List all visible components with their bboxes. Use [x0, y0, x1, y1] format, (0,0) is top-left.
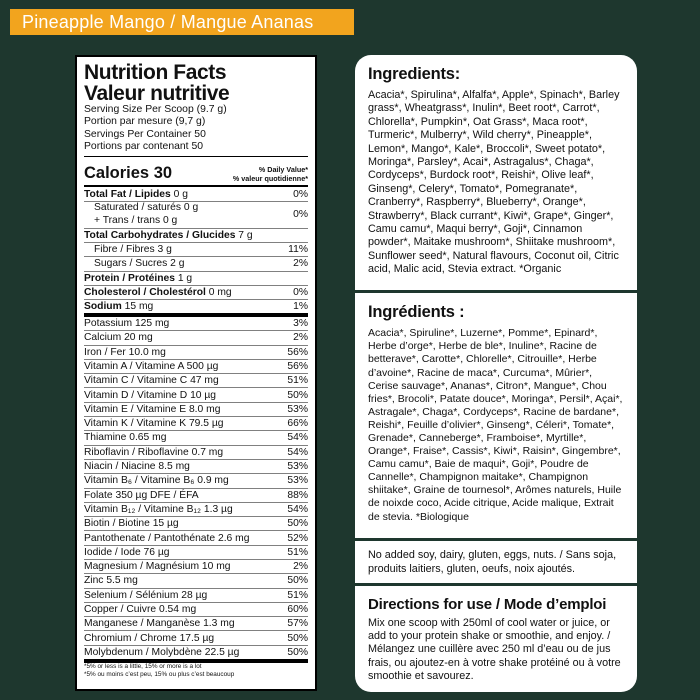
- nutrient-row: [84, 474, 308, 487]
- nutrient-row: [84, 317, 308, 330]
- nutrient-row: [84, 646, 308, 659]
- calories-value: Calories 30: [84, 164, 173, 183]
- daily-value-percent: 51%: [287, 589, 308, 601]
- daily-value-percent: 57%: [287, 618, 308, 630]
- daily-value-percent: 11%: [288, 244, 308, 256]
- nutrient-label: Vitamin E / Vitamine E 8.0 mg: [84, 403, 221, 415]
- nutrient-label: Magnesium / Magnésium 10 mg: [84, 561, 231, 573]
- daily-value-percent: 1%: [293, 301, 308, 313]
- daily-value-percent: 2%: [293, 561, 308, 573]
- nutrient-label: Cholesterol / Cholestérol 0 mg: [84, 287, 232, 298]
- nutrition-title-en: Nutrition Facts: [84, 61, 227, 84]
- daily-value-percent: 66%: [287, 418, 308, 430]
- nutrient-table: [84, 187, 308, 662]
- daily-value-percent: 53%: [287, 475, 308, 487]
- nutrient-row: [84, 202, 308, 228]
- nutrient-row: [84, 360, 308, 373]
- nutrient-row: [84, 331, 308, 344]
- ingredients-fr-body: Acacia*, Spiruline*, Luzerne*, Pomme*, Epinard*, Herbe d’orge*, Herbe de ble*, Inuline*, Racine de betterave*, Carotte*, Chlorelle*, Citrouille*, Herbe d’avoine*, Racine de maca*, Curcuma*, Mûrier*, Cerise sauvage*, Ananas*, Citron*, Mangue*, Chou fries*, Brocoli*, Patate douce*, Moringa*, Persil*, Açai*, Astragale*, Chaga*, Cordyceps*, Racine de bardane*, Reishi*, Feuille d’olivier*, Ginseng*, Céleri*, Tomate*, Grenade*, Canneberge*, Framboise*, Myrtille*, Orange*, Fraise*, Cassis*, Kiwi*, Raisin*, Gingembre*, Camu camu*, Baie de maqui*, Goji*, Poudre de Cannelle*, Champignon maitake*, Champignon shiitake*, Graine de tournesol*, Arômes naturels, Huile de noixde coco, Acide citrique, Acide malique, Extrait de stevia. *Biologique: [368, 327, 623, 523]
- nutrient-label: Selenium / Sélénium 28 µg: [84, 589, 208, 601]
- nutrient-row: [84, 403, 308, 416]
- daily-value-percent: 50%: [287, 646, 308, 658]
- nutrient-row: [84, 517, 308, 530]
- nutrient-label: Zinc 5.5 mg: [84, 575, 138, 587]
- daily-value-percent: 0%: [293, 209, 308, 221]
- nutrient-label: Iodide / Iode 76 µg: [84, 546, 170, 558]
- daily-value-percent: 56%: [287, 346, 308, 358]
- daily-value-header-en: % Daily Value*: [258, 165, 308, 175]
- daily-value-percent: 0%: [293, 188, 308, 200]
- nutrient-row: [84, 257, 308, 270]
- nutrient-label: Vitamin D / Vitamine D 10 µg: [84, 389, 217, 401]
- daily-value-percent: 54%: [287, 503, 308, 515]
- daily-value-percent: 2%: [293, 258, 308, 270]
- daily-value-percent: 50%: [287, 632, 308, 644]
- ingredients-en-card: [355, 55, 637, 290]
- nutrient-label: Calcium 20 mg: [84, 332, 153, 344]
- daily-value-percent: 50%: [287, 575, 308, 587]
- ingredients-fr-card: [355, 293, 637, 538]
- nutrient-label: Thiamine 0.65 mg: [84, 432, 167, 444]
- nutrient-row: [84, 187, 308, 200]
- directions-body: Mix one scoop with 250ml of cool water or juice, or add to your protein shake or smoothie, and enjoy. / Mélangez une cuillère avec 250 ml d’eau ou de jus frais, ou ajoutez-en à votre shake protéiné ou à votre smoothie et savourez.: [368, 617, 621, 682]
- daily-value-percent: 54%: [287, 446, 308, 458]
- nutrient-row: [84, 574, 308, 587]
- nutrient-label: Chromium / Chrome 17.5 µg: [84, 632, 215, 644]
- nutrient-label: Niacin / Niacine 8.5 mg: [84, 461, 190, 473]
- nutrient-row: [84, 603, 308, 616]
- ingredients-en-body: Acacia*, Spirulina*, Alfalfa*, Apple*, Spinach*, Barley grass*, Wheatgrass*, Inulin*, Beet root*, Carrot*, Chlorella*, Pumpkin*, Oat Grass*, Maca root*, Turmeric*, Mulberry*, Wild cherry*, Pineapple*, Lemon*, Mango*, Kale*, Broccoli*, Sweet potato*, Moringa*, Parsley*, Acai*, Astragalus*, Chaga*, Cordyceps*, Burdock root*, Reishi*, Olive leaf*, Ginseng*, Celery*, Tomato*, Pomegranate*, Cranberry*, Raspberry*, Blueberry*, Orange*, Strawberry*, Black currant*, Kiwi*, Grape*, Ginger*, Camu camu*, Maqui berry*, Goji*, Cinnamon powder*, Maitake mushroom*, Shiitake mushroom*, Sunflower seed*, Natural flavours, Coconut oil, Citric acid, Malic acid, Stevia extract. *Organic: [368, 89, 620, 276]
- daily-value-percent: 53%: [287, 461, 308, 473]
- nutrient-row: [84, 617, 308, 630]
- ingredients-fr-heading: Ingrédients :: [368, 303, 465, 322]
- daily-value-percent: 0%: [293, 287, 308, 298]
- directions-card: [355, 586, 637, 692]
- nutrient-label: Fibre / Fibres 3 g: [94, 244, 172, 256]
- calories-row: [84, 157, 308, 185]
- nutrient-label: Sugars / Sucres 2 g: [94, 258, 185, 270]
- nutrient-label: Saturated / saturés 0 g + Trans / trans 0 g: [94, 202, 199, 226]
- allergen-note-card: [355, 541, 637, 583]
- nutrient-label: Vitamin K / Vitamine K 79.5 µg: [84, 418, 224, 430]
- servings-per-container-fr: Portions par contenant 50: [84, 140, 203, 152]
- nutrient-row: [84, 374, 308, 387]
- footnote-en: *5% or less is a little, 15% or more is a lot: [84, 662, 202, 670]
- daily-value-percent: 56%: [287, 360, 308, 372]
- nutrient-label: Potassium 125 mg: [84, 318, 170, 330]
- nutrient-label: Total Carbohydrates / Glucides 7 g: [84, 229, 253, 241]
- nutrient-row: [84, 431, 308, 444]
- nutrient-label: Copper / Cuivre 0.54 mg: [84, 604, 197, 616]
- footnote-fr: *5% ou moins c’est peu, 15% ou plus c’est beaucoup: [84, 670, 235, 678]
- daily-value-percent: 88%: [287, 489, 308, 501]
- nutrient-row: [84, 229, 308, 242]
- daily-value-percent: 54%: [287, 432, 308, 444]
- nutrient-row: [84, 300, 308, 313]
- nutrient-label: Folate 350 µg DFE / ÉFA: [84, 489, 199, 501]
- nutrient-label: Protein / Protéines 1 g: [84, 272, 193, 284]
- nutrient-label: Molybdenum / Molybdène 22.5 µg: [84, 646, 240, 658]
- nutrient-row: [84, 243, 308, 256]
- nutrient-row: [84, 489, 308, 502]
- nutrient-row: [84, 446, 308, 459]
- nutrient-row: [84, 286, 308, 299]
- flavor-title: Pineapple Mango / Mangue Ananas: [22, 11, 314, 32]
- nutrient-label: Iron / Fer 10.0 mg: [84, 346, 166, 358]
- nutrient-row: [84, 272, 308, 285]
- daily-value-percent: 51%: [287, 546, 308, 558]
- serving-size-en: Serving Size Per Scoop (9.7 g): [84, 104, 227, 115]
- allergen-note-text: No added soy, dairy, gluten, eggs, nuts. / Sans soja, produits laitiers, gluten, oeufs, noix ajoutés.: [368, 549, 617, 575]
- daily-value-percent: 60%: [287, 604, 308, 616]
- daily-value-percent: 3%: [293, 318, 308, 330]
- nutrient-row: [84, 503, 308, 516]
- daily-value-percent: 50%: [287, 518, 308, 530]
- nutrient-label: Manganese / Manganèse 1.3 mg: [84, 618, 235, 630]
- flavor-banner: [10, 9, 354, 35]
- nutrient-label: Pantothenate / Pantothénate 2.6 mg: [84, 532, 250, 544]
- nutrient-label: Vitamin B₁₂ / Vitamine B₁₂ 1.3 µg: [84, 503, 233, 515]
- nutrient-row: [84, 531, 308, 544]
- nutrient-label: Vitamin A / Vitamine A 500 µg: [84, 360, 219, 372]
- nutrient-label: Vitamin C / Vitamine C 47 mg: [84, 375, 219, 387]
- info-column: [355, 55, 637, 692]
- daily-value-percent: 53%: [287, 403, 308, 415]
- daily-value-percent: 2%: [293, 332, 308, 344]
- nutrition-title-fr: Valeur nutritive: [84, 82, 230, 105]
- serving-size-fr: Portion par mesure (9,7 g): [84, 116, 206, 128]
- nutrient-row: [84, 460, 308, 473]
- directions-heading: Directions for use / Mode d’emploi: [368, 596, 607, 614]
- daily-value-percent: 52%: [287, 532, 308, 544]
- ingredients-en-heading: Ingredients:: [368, 65, 461, 83]
- daily-value-header: [233, 166, 308, 183]
- nutrient-row: [84, 589, 308, 602]
- daily-value-percent: 50%: [287, 389, 308, 401]
- nutrient-row: [84, 388, 308, 401]
- nutrient-row: [84, 546, 308, 559]
- nutrient-row: [84, 631, 308, 644]
- nutrient-row: [84, 346, 308, 359]
- nutrition-facts-panel: [75, 55, 317, 691]
- nutrient-label: Sodium 15 mg: [84, 301, 154, 313]
- nutrient-row: [84, 560, 308, 573]
- nutrient-label: Riboflavin / Riboflavine 0.7 mg: [84, 446, 224, 458]
- nutrient-label: Biotin / Biotine 15 µg: [84, 518, 179, 530]
- nutrient-label: Vitamin B₆ / Vitamine B₆ 0.9 mg: [84, 475, 229, 487]
- servings-per-container-en: Servings Per Container 50: [84, 128, 206, 140]
- nutrient-label: Total Fat / Lipides 0 g: [84, 188, 188, 200]
- daily-value-percent: 51%: [287, 375, 308, 387]
- nutrient-row: [84, 417, 308, 430]
- daily-value-header-fr: % valeur quotidienne*: [232, 173, 308, 183]
